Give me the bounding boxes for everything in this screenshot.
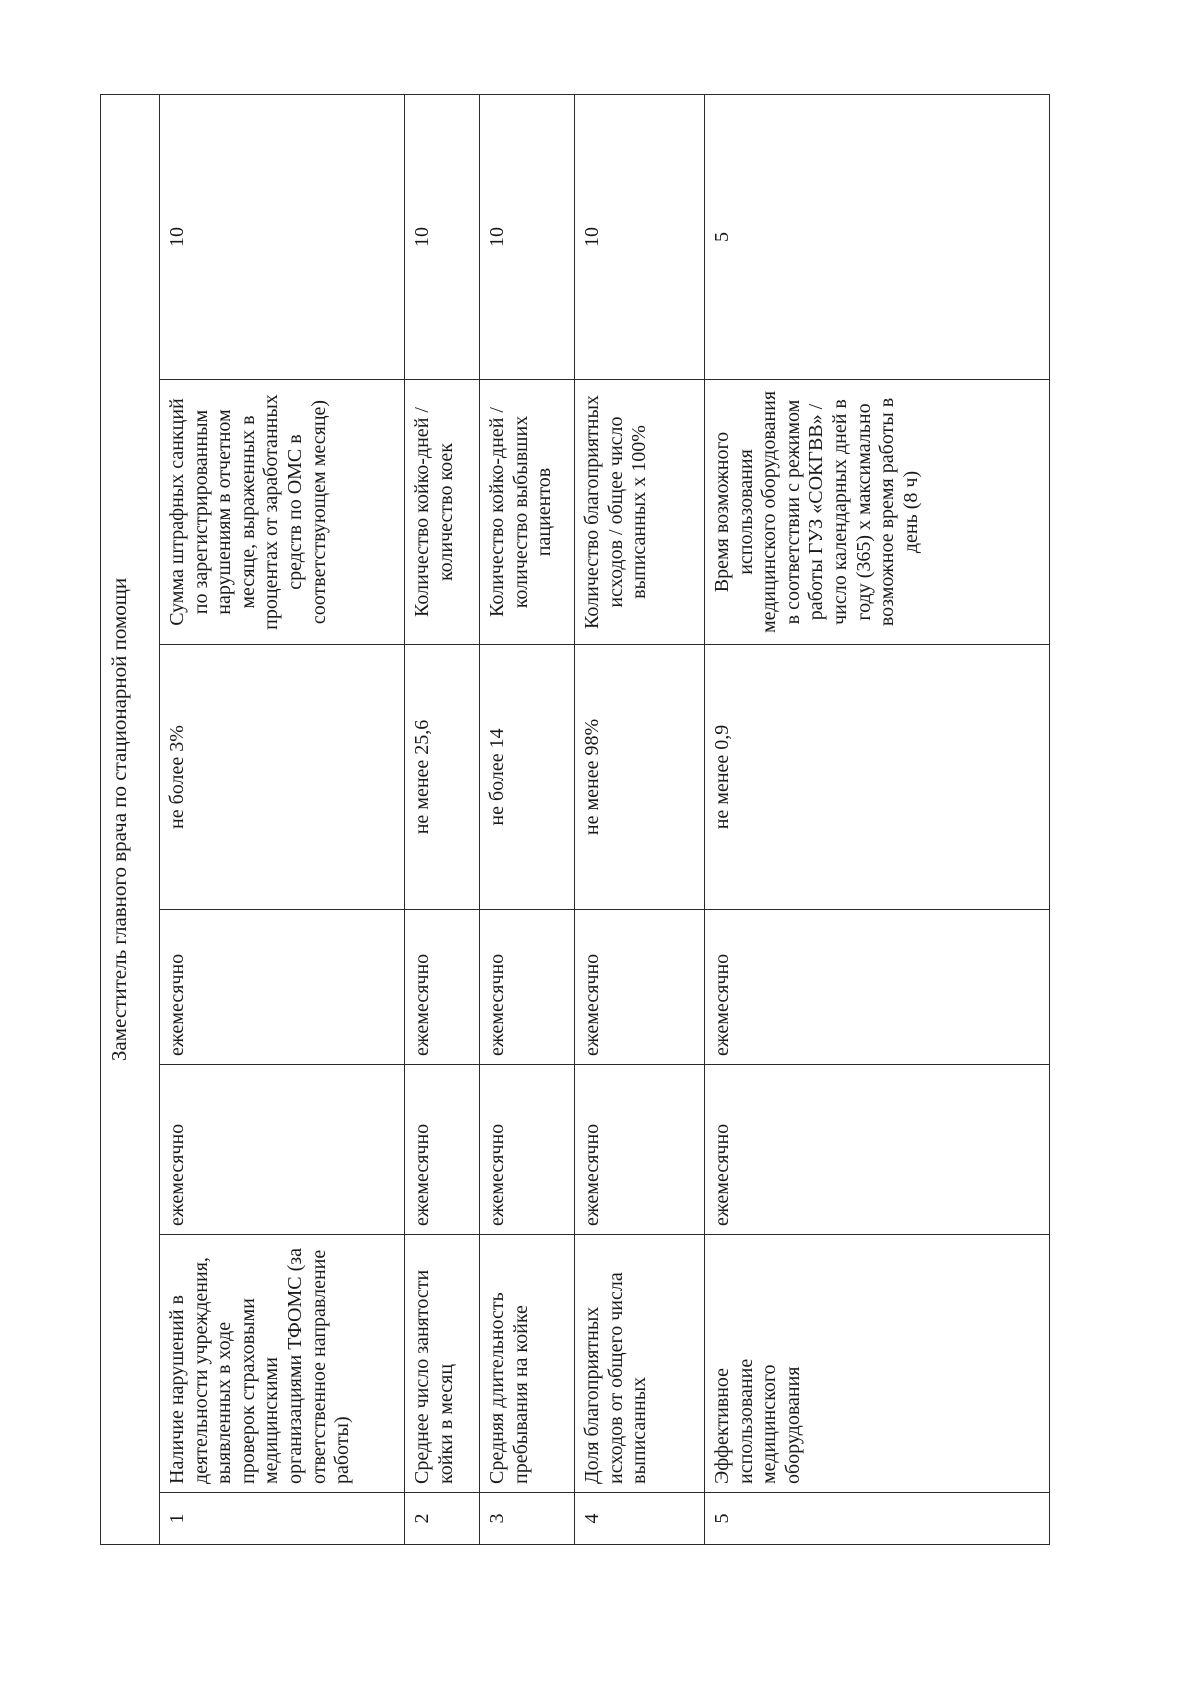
table-wrapper — [100, 95, 1040, 1545]
frequency-cell: ежемесячно — [480, 1065, 575, 1235]
row-number: 5 — [705, 1493, 1050, 1545]
indicator-cell: Среднее число занятости койки в месяц — [405, 1235, 480, 1493]
points-cell: 10 — [160, 94, 405, 379]
table-row — [480, 94, 575, 1544]
target-cell: не менее 98% — [575, 645, 705, 910]
frequency-cell: ежемесячно — [705, 910, 1050, 1065]
formula-cell: Сумма штрафных санкций по зарегистрированным нарушениям в отчетном месяце, выраженных в процентах от заработанных средств по ОМС в соответствующем месяце) — [160, 380, 405, 645]
frequency-cell: ежемесячно — [575, 910, 705, 1065]
target-cell: не менее 0,9 — [705, 645, 1050, 910]
indicator-cell: Наличие нарушений в деятельности учреждения, выявленных в ходе проверок страховыми медицинскими организациями ТФОМС (за ответственное направление работы) — [160, 1235, 405, 1493]
frequency-cell: ежемесячно — [480, 910, 575, 1065]
frequency-cell: ежемесячно — [705, 1065, 1050, 1235]
formula-cell: Количество койко-дней / количество коек — [405, 380, 480, 645]
points-cell: 10 — [480, 94, 575, 379]
target-cell: не более 3% — [160, 645, 405, 910]
target-cell: не более 14 — [480, 645, 575, 910]
table-row — [575, 94, 705, 1544]
formula-cell: Количество благоприятных исходов / общее число выписанных х 100% — [575, 380, 705, 645]
table-row — [405, 94, 480, 1544]
row-number: 1 — [160, 1493, 405, 1545]
indicators-table — [100, 94, 1050, 1545]
indicator-cell: Средняя длительность пребывания на койке — [480, 1235, 575, 1493]
row-number: 3 — [480, 1493, 575, 1545]
points-cell: 5 — [705, 94, 1050, 379]
table-row — [705, 94, 1050, 1544]
indicator-cell: Эффективное использование медицинского оборудования — [705, 1235, 1050, 1493]
row-number: 4 — [575, 1493, 705, 1545]
indicator-cell: Доля благоприятных исходов от общего числа выписанных — [575, 1235, 705, 1493]
frequency-cell: ежемесячно — [160, 1065, 405, 1235]
target-cell: не менее 25,6 — [405, 645, 480, 910]
formula-cell: Время возможного использования медицинского оборудования в соответствии с режимом работы ГУЗ «СОКГВВ» / число календарных дней в году (365) х максимально возможное время работы в день (8 ч) — [705, 380, 1050, 645]
rotated-page — [100, 95, 1040, 1545]
table-row — [160, 94, 405, 1544]
frequency-cell: ежемесячно — [405, 1065, 480, 1235]
section-header-row — [101, 94, 160, 1544]
frequency-cell: ежемесячно — [405, 910, 480, 1065]
points-cell: 10 — [575, 94, 705, 379]
frequency-cell: ежемесячно — [160, 910, 405, 1065]
frequency-cell: ежемесячно — [575, 1065, 705, 1235]
section-title: Заместитель главного врача по стационарной помощи — [101, 94, 160, 1544]
formula-cell: Количество койко-дней / количество выбывших пациентов — [480, 380, 575, 645]
row-number: 2 — [405, 1493, 480, 1545]
points-cell: 10 — [405, 94, 480, 379]
